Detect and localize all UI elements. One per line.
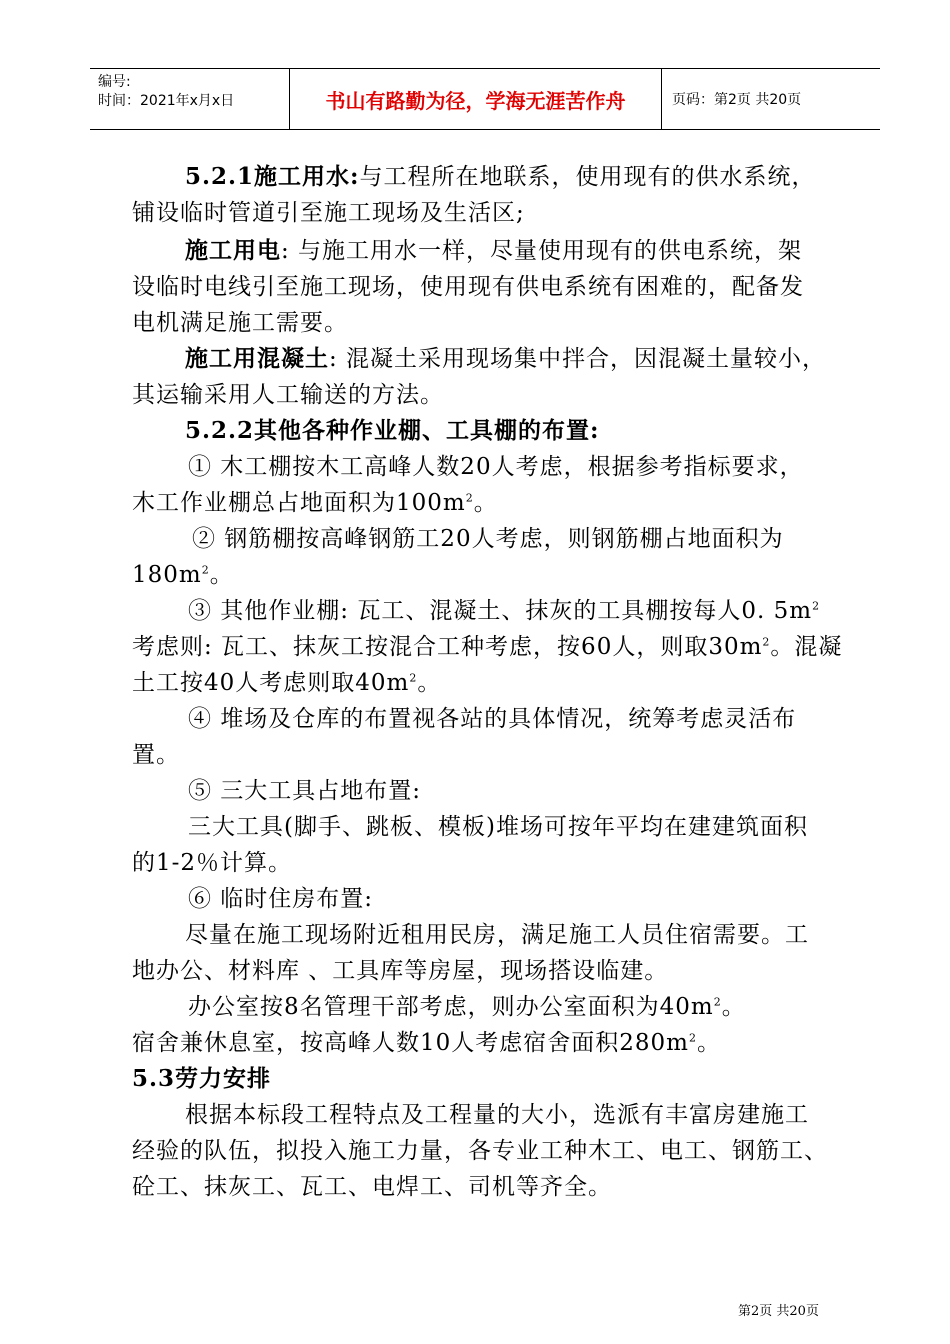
header-motto: 书山有路勤为径，学海无涯苦作舟 (290, 69, 662, 129)
text: 木工作业棚总占地面积为100m (132, 490, 466, 516)
item2-line2 (132, 556, 234, 589)
para-concrete-line1 (185, 340, 826, 373)
superscript: 2 (762, 635, 771, 649)
page-footer: 第2页 共20页 (738, 1304, 819, 1319)
text: : 混凝土采用现场集中拌合，因混凝土量较小， (329, 346, 827, 372)
superscript: 2 (465, 491, 474, 505)
text: 。 (696, 1030, 721, 1056)
text: 180m (132, 562, 202, 588)
time-label: 时间：2021年x月x日 (98, 93, 235, 109)
item3-line2 (132, 628, 842, 661)
header-page-label: 页码：第2页 共20页 (672, 92, 802, 108)
text: 土工按40人考虑则取40m (132, 670, 410, 696)
item5-line2: 三大工具(脚手、跳板、模板)堆场可按年平均在建建筑面积 (188, 814, 808, 840)
para-53-line2: 经验的队伍，拟投入施工力量，各专业工种木工、电工、钢筋工、 (132, 1138, 828, 1164)
item4-line2: 置。 (132, 742, 180, 768)
para-521-line1 (185, 158, 816, 191)
text: 办公室按8名管理干部考虑，则办公室面积为40m (188, 994, 714, 1020)
heading-521: 5.2.1施工用水: (185, 163, 360, 190)
item3-line1 (188, 592, 820, 625)
para-521-line2: 铺设临时管道引至施工现场及生活区; (132, 200, 525, 226)
item4-line1: ④ 堆场及仓库的布置视各站的具体情况，统筹考虑灵活布 (188, 706, 797, 732)
text: 。 (721, 994, 746, 1020)
superscript: 2 (713, 995, 722, 1009)
para-53-line1: 根据本标段工程特点及工程量的大小，选派有丰富房建施工 (185, 1102, 809, 1128)
item2-line1: ② 钢筋棚按高峰钢筋工20人考虑，则钢筋棚占地面积为 (192, 526, 784, 552)
text: 。混凝 (770, 634, 843, 660)
superscript: 2 (688, 1031, 697, 1045)
item3-line3 (132, 664, 441, 697)
text: : 与施工用水一样，尽量使用现有的供电系统，架 (281, 238, 803, 264)
item1-line2 (132, 484, 498, 517)
superscript: 2 (812, 599, 821, 613)
text: 考虑则: 瓦工、抹灰工按混合工种考虑，按60人，则取30m (132, 634, 763, 660)
text: 宿舍兼休息室，按高峰人数10人考虑宿舍面积280m (132, 1030, 689, 1056)
item5-line3: 的1-2％计算。 (132, 850, 293, 876)
header-meta (90, 69, 290, 129)
item6-line1: ⑥ 临时住房布置: (188, 886, 374, 912)
page-header (90, 68, 880, 130)
item6-line3: 地办公、材料库 、工具库等房屋，现场搭设临建。 (132, 958, 669, 984)
para-power-line3: 电机满足施工需要。 (132, 310, 348, 336)
text: 与工程所在地联系，使用现有的供水系统， (359, 164, 816, 190)
text: 。 (417, 670, 442, 696)
para-concrete-line2: 其运输采用人工输送的方法。 (132, 382, 444, 408)
dorm-line (132, 1024, 721, 1057)
para-power-line1 (185, 232, 802, 265)
item5-line1: ⑤ 三大工具占地布置: (188, 778, 422, 804)
item6-line2: 尽量在施工现场附近租用民房，满足施工人员住宿需要。工 (185, 922, 809, 948)
text: 。 (209, 562, 234, 588)
heading-522: 5.2.2其他各种作业棚、工具棚的布置: (185, 417, 600, 444)
heading-53: 5.3劳力安排 (132, 1065, 272, 1092)
superscript: 2 (409, 671, 418, 685)
heading-concrete: 施工用混凝土 (185, 345, 329, 372)
superscript: 2 (201, 563, 210, 577)
text: 。 (473, 490, 498, 516)
para-53-line3: 砼工、抹灰工、瓦工、电焊工、司机等齐全。 (132, 1174, 612, 1200)
item1-line1: ① 木工棚按木工高峰人数20人考虑，根据参考指标要求， (188, 454, 804, 480)
para-power-line2: 设临时电线引至施工现场，使用现有供电系统有困难的，配备发 (132, 274, 804, 300)
office-line (188, 988, 746, 1021)
heading-power: 施工用电 (185, 237, 281, 264)
text: ③ 其他作业棚: 瓦工、混凝土、抹灰的工具棚按每人0. 5m (188, 598, 813, 624)
serial-label: 编号: (98, 74, 131, 90)
